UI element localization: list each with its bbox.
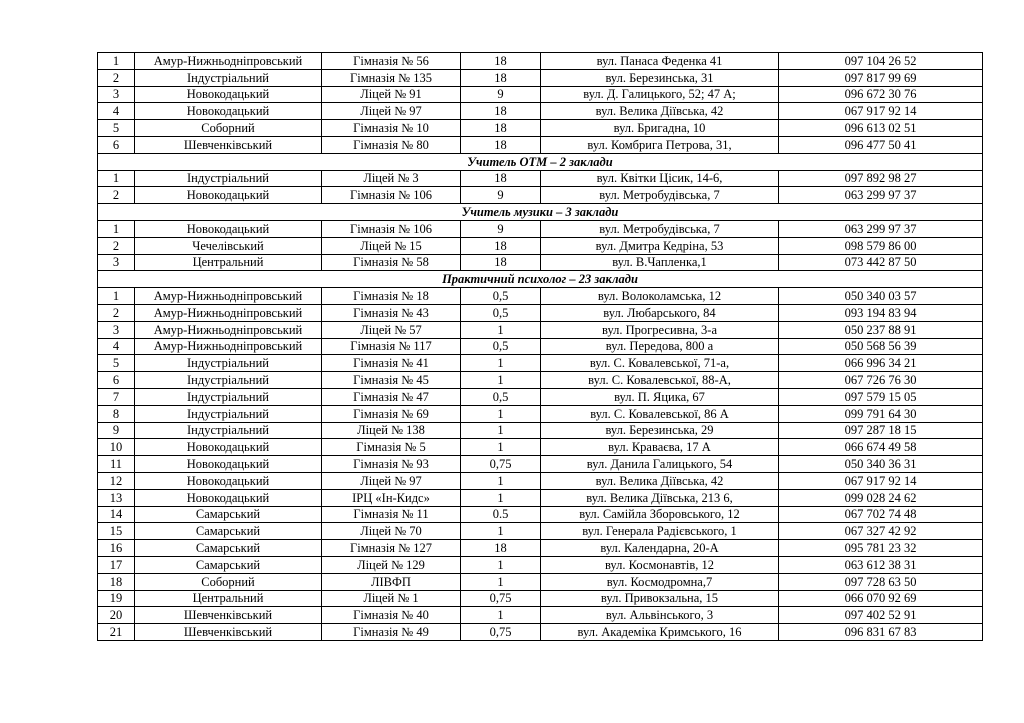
table-row [98,288,983,305]
hours-cell: 1 [461,489,541,506]
school-cell: Гімназія № 41 [322,355,461,372]
district-cell: Самарський [135,523,322,540]
school-cell: Ліцей № 91 [322,86,461,103]
district-cell: Самарський [135,506,322,523]
phone-cell: 097 728 63 50 [779,573,983,590]
phone-cell: 067 726 76 30 [779,372,983,389]
row-number-cell: 17 [98,556,135,573]
row-number-cell: 4 [98,338,135,355]
district-cell: Новокодацький [135,86,322,103]
hours-cell: 18 [461,69,541,86]
table-row [98,136,983,153]
school-cell: Гімназія № 45 [322,372,461,389]
district-cell: Індустріальний [135,69,322,86]
phone-cell: 096 613 02 51 [779,120,983,137]
school-cell: Гімназія № 135 [322,69,461,86]
phone-cell: 073 442 87 50 [779,254,983,271]
address-cell: вул. Самійла Зборовського, 12 [541,506,779,523]
hours-cell: 1 [461,439,541,456]
district-cell: Амур-Нижньодніпровський [135,288,322,305]
school-cell: Ліцей № 129 [322,556,461,573]
table-row [98,120,983,137]
school-cell: Гімназія № 80 [322,136,461,153]
phone-cell: 096 672 30 76 [779,86,983,103]
table-row [98,456,983,473]
school-cell: Гімназія № 69 [322,405,461,422]
table-row [98,170,983,187]
table-row [98,53,983,70]
address-cell: вул. Дмитра Кедріна, 53 [541,237,779,254]
district-cell: Новокодацький [135,187,322,204]
school-cell: Гімназія № 40 [322,607,461,624]
phone-cell: 096 477 50 41 [779,136,983,153]
hours-cell: 18 [461,254,541,271]
table-row [98,573,983,590]
row-number-cell: 20 [98,607,135,624]
hours-cell: 0,5 [461,288,541,305]
table-row [98,338,983,355]
school-cell: ІРЦ «Ін-Кидс» [322,489,461,506]
hours-cell: 18 [461,136,541,153]
address-cell: вул. Березинська, 29 [541,422,779,439]
row-number-cell: 2 [98,304,135,321]
district-cell: Самарський [135,540,322,557]
hours-cell: 1 [461,355,541,372]
district-cell: Соборний [135,573,322,590]
row-number-cell: 5 [98,120,135,137]
address-cell: вул. Альвінського, 3 [541,607,779,624]
address-cell: вул. Генерала Радієвського, 1 [541,523,779,540]
table-row [98,607,983,624]
address-cell: вул. Велика Діївська, 42 [541,472,779,489]
school-cell: ЛІВФП [322,573,461,590]
school-cell: Гімназія № 49 [322,624,461,641]
address-cell: вул. Любарського, 84 [541,304,779,321]
table-row [98,388,983,405]
table-row [98,86,983,103]
district-cell: Новокодацький [135,489,322,506]
table-row [98,355,983,372]
hours-cell: 1 [461,523,541,540]
row-number-cell: 10 [98,439,135,456]
phone-cell: 099 028 24 62 [779,489,983,506]
hours-cell: 18 [461,103,541,120]
district-cell: Чечелівський [135,237,322,254]
school-cell: Ліцей № 138 [322,422,461,439]
address-cell: вул. Д. Галицького, 52; 47 А; [541,86,779,103]
row-number-cell: 5 [98,355,135,372]
phone-cell: 067 917 92 14 [779,103,983,120]
address-cell: вул. Велика Діївська, 213 6, [541,489,779,506]
row-number-cell: 12 [98,472,135,489]
vacancy-table-body [98,53,983,641]
school-cell: Гімназія № 106 [322,220,461,237]
row-number-cell: 1 [98,288,135,305]
district-cell: Амур-Нижньодніпровський [135,338,322,355]
district-cell: Новокодацький [135,103,322,120]
address-cell: вул. Передова, 800 а [541,338,779,355]
address-cell: вул. Метробудівська, 7 [541,220,779,237]
phone-cell: 063 299 97 37 [779,187,983,204]
district-cell: Соборний [135,120,322,137]
phone-cell: 097 579 15 05 [779,388,983,405]
table-row [98,304,983,321]
row-number-cell: 7 [98,388,135,405]
hours-cell: 1 [461,321,541,338]
row-number-cell: 15 [98,523,135,540]
address-cell: вул. С. Ковалевської, 86 А [541,405,779,422]
phone-cell: 050 340 03 57 [779,288,983,305]
district-cell: Шевченківський [135,136,322,153]
table-row [98,506,983,523]
school-cell: Ліцей № 57 [322,321,461,338]
district-cell: Індустріальний [135,422,322,439]
row-number-cell: 4 [98,103,135,120]
phone-cell: 097 892 98 27 [779,170,983,187]
phone-cell: 066 996 34 21 [779,355,983,372]
hours-cell: 1 [461,607,541,624]
district-cell: Новокодацький [135,456,322,473]
school-cell: Гімназія № 10 [322,120,461,137]
table-row [98,590,983,607]
hours-cell: 1 [461,372,541,389]
row-number-cell: 3 [98,86,135,103]
table-row [98,69,983,86]
address-cell: вул. Календарна, 20-А [541,540,779,557]
hours-cell: 0,5 [461,338,541,355]
district-cell: Шевченківський [135,607,322,624]
hours-cell: 18 [461,540,541,557]
phone-cell: 066 070 92 69 [779,590,983,607]
district-cell: Центральний [135,590,322,607]
section-header-row [98,204,983,221]
district-cell: Індустріальний [135,372,322,389]
address-cell: вул. С. Ковалевської, 71-а, [541,355,779,372]
phone-cell: 096 831 67 83 [779,624,983,641]
school-cell: Гімназія № 43 [322,304,461,321]
section-title: Учитель ОТМ – 2 заклади [98,153,983,170]
school-cell: Гімназія № 11 [322,506,461,523]
row-number-cell: 2 [98,187,135,204]
table-row [98,187,983,204]
district-cell: Амур-Нижньодніпровський [135,321,322,338]
school-cell: Гімназія № 127 [322,540,461,557]
table-row [98,556,983,573]
address-cell: вул. Академіка Кримського, 16 [541,624,779,641]
row-number-cell: 2 [98,237,135,254]
row-number-cell: 14 [98,506,135,523]
phone-cell: 050 340 36 31 [779,456,983,473]
hours-cell: 0,75 [461,456,541,473]
district-cell: Індустріальний [135,388,322,405]
hours-cell: 0,75 [461,590,541,607]
table-row [98,405,983,422]
hours-cell: 1 [461,405,541,422]
district-cell: Шевченківський [135,624,322,641]
school-cell: Гімназія № 47 [322,388,461,405]
phone-cell: 063 612 38 31 [779,556,983,573]
school-cell: Гімназія № 106 [322,187,461,204]
school-cell: Ліцей № 15 [322,237,461,254]
phone-cell: 093 194 83 94 [779,304,983,321]
table-row [98,321,983,338]
district-cell: Центральний [135,254,322,271]
phone-cell: 095 781 23 32 [779,540,983,557]
phone-cell: 050 568 56 39 [779,338,983,355]
hours-cell: 0.5 [461,506,541,523]
district-cell: Індустріальний [135,170,322,187]
phone-cell: 097 287 18 15 [779,422,983,439]
row-number-cell: 8 [98,405,135,422]
row-number-cell: 1 [98,220,135,237]
phone-cell: 099 791 64 30 [779,405,983,422]
row-number-cell: 21 [98,624,135,641]
address-cell: вул. В.Чапленка,1 [541,254,779,271]
row-number-cell: 9 [98,422,135,439]
row-number-cell: 1 [98,53,135,70]
hours-cell: 18 [461,237,541,254]
school-cell: Ліцей № 1 [322,590,461,607]
school-cell: Ліцей № 97 [322,472,461,489]
address-cell: вул. Привокзальна, 15 [541,590,779,607]
table-row [98,523,983,540]
school-cell: Ліцей № 97 [322,103,461,120]
row-number-cell: 6 [98,136,135,153]
table-row [98,540,983,557]
hours-cell: 9 [461,220,541,237]
row-number-cell: 2 [98,69,135,86]
phone-cell: 097 402 52 91 [779,607,983,624]
school-cell: Ліцей № 70 [322,523,461,540]
address-cell: вул. Комбрига Петрова, 31, [541,136,779,153]
table-row [98,372,983,389]
phone-cell: 097 104 26 52 [779,53,983,70]
table-row [98,422,983,439]
district-cell: Амур-Нижньодніпровський [135,53,322,70]
address-cell: вул. Прогресивна, 3-а [541,321,779,338]
table-row [98,489,983,506]
phone-cell: 098 579 86 00 [779,237,983,254]
district-cell: Новокодацький [135,439,322,456]
table-row [98,237,983,254]
vacancy-table [97,52,983,641]
hours-cell: 9 [461,187,541,204]
hours-cell: 1 [461,556,541,573]
school-cell: Гімназія № 56 [322,53,461,70]
table-row [98,472,983,489]
address-cell: вул. С. Ковалевської, 88-А, [541,372,779,389]
address-cell: вул. Краваєва, 17 А [541,439,779,456]
row-number-cell: 13 [98,489,135,506]
address-cell: вул. Метробудівська, 7 [541,187,779,204]
school-cell: Гімназія № 58 [322,254,461,271]
school-cell: Ліцей № 3 [322,170,461,187]
row-number-cell: 3 [98,254,135,271]
table-row [98,103,983,120]
address-cell: вул. Космонавтів, 12 [541,556,779,573]
address-cell: вул. Космодромна,7 [541,573,779,590]
school-cell: Гімназія № 18 [322,288,461,305]
table-row [98,624,983,641]
district-cell: Амур-Нижньодніпровський [135,304,322,321]
row-number-cell: 3 [98,321,135,338]
phone-cell: 067 917 92 14 [779,472,983,489]
phone-cell: 067 702 74 48 [779,506,983,523]
hours-cell: 9 [461,86,541,103]
phone-cell: 067 327 42 92 [779,523,983,540]
phone-cell: 097 817 99 69 [779,69,983,86]
school-cell: Гімназія № 93 [322,456,461,473]
address-cell: вул. Данила Галицького, 54 [541,456,779,473]
hours-cell: 18 [461,120,541,137]
section-title: Практичний психолог – 23 заклади [98,271,983,288]
address-cell: вул. Панаса Феденка 41 [541,53,779,70]
district-cell: Новокодацький [135,472,322,489]
row-number-cell: 11 [98,456,135,473]
district-cell: Самарський [135,556,322,573]
hours-cell: 18 [461,53,541,70]
phone-cell: 050 237 88 91 [779,321,983,338]
hours-cell: 18 [461,170,541,187]
phone-cell: 066 674 49 58 [779,439,983,456]
district-cell: Новокодацький [135,220,322,237]
row-number-cell: 18 [98,573,135,590]
hours-cell: 1 [461,472,541,489]
phone-cell: 063 299 97 37 [779,220,983,237]
hours-cell: 0,75 [461,624,541,641]
address-cell: вул. Велика Діївська, 42 [541,103,779,120]
hours-cell: 0,5 [461,304,541,321]
row-number-cell: 19 [98,590,135,607]
hours-cell: 1 [461,573,541,590]
address-cell: вул. Березинська, 31 [541,69,779,86]
address-cell: вул. Квітки Цісик, 14-6, [541,170,779,187]
table-row [98,254,983,271]
row-number-cell: 6 [98,372,135,389]
section-header-row [98,271,983,288]
district-cell: Індустріальний [135,405,322,422]
section-header-row [98,153,983,170]
hours-cell: 0,5 [461,388,541,405]
school-cell: Гімназія № 5 [322,439,461,456]
address-cell: вул. П. Яцика, 67 [541,388,779,405]
hours-cell: 1 [461,422,541,439]
table-row [98,220,983,237]
row-number-cell: 16 [98,540,135,557]
table-row [98,439,983,456]
address-cell: вул. Волоколамська, 12 [541,288,779,305]
address-cell: вул. Бригадна, 10 [541,120,779,137]
row-number-cell: 1 [98,170,135,187]
section-title: Учитель музики – 3 заклади [98,204,983,221]
school-cell: Гімназія № 117 [322,338,461,355]
district-cell: Індустріальний [135,355,322,372]
